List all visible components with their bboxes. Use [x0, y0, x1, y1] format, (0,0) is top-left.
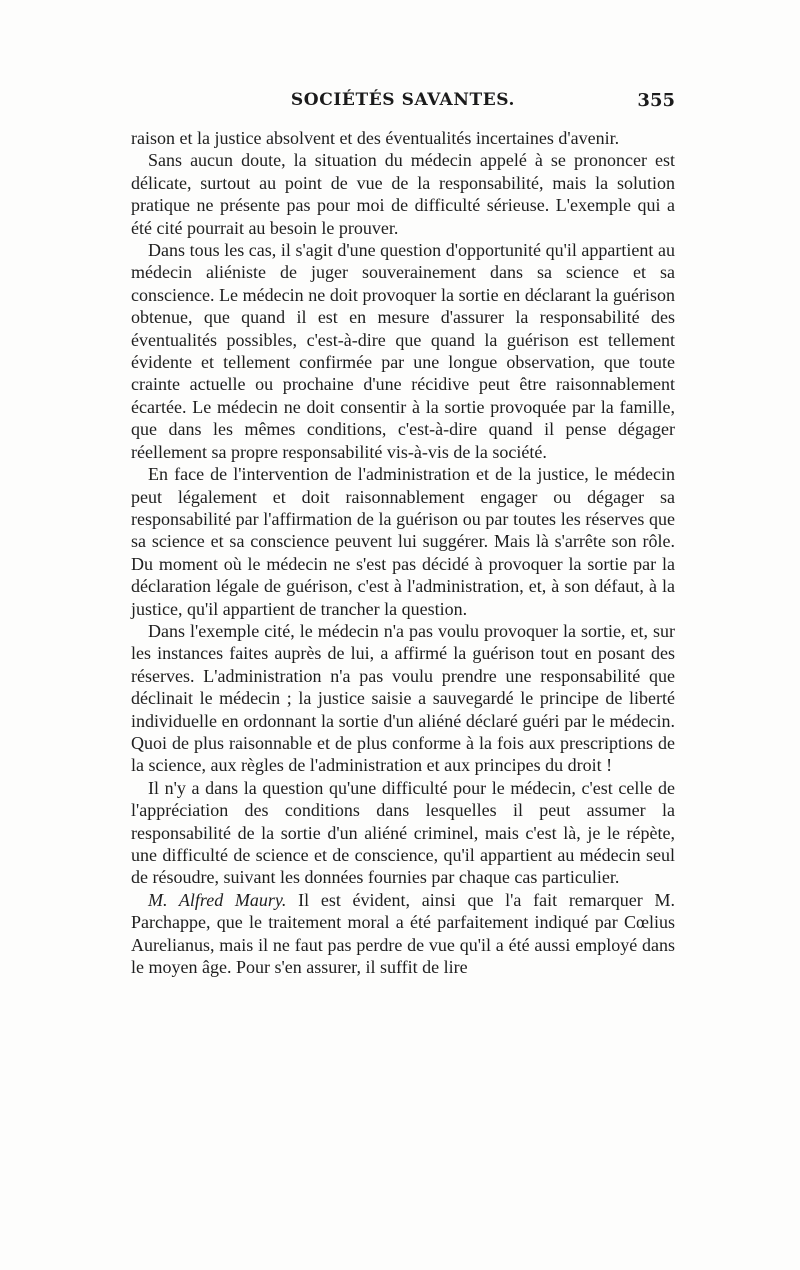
speaker-text: Il est évident, ainsi que l'a fait remarquer M. Parchappe, que le traitement moral a été parfaitement indiqué par Cœlius Aurelianus, mais il ne faut pas perdre de vue qu'il a été aussi employé dans le moyen âge. Pour s'en assurer, il suffit de lire [131, 889, 675, 978]
paragraph: raison et la justice absolvent et des éventualités incertaines d'avenir. [131, 128, 620, 148]
paragraph: Dans tous les cas, il s'agit d'une question d'opportunité qu'il appartient au médecin aliéniste de juger souverainement dans sa science et sa conscience. Le médecin ne doit provoquer la sortie en déclarant la guérison obtenue, que quand il est en mesure d'assurer la responsabilité des éventualités possibles, c'est-à-dire que quand la guérison est tellement évidente et tellement confirmée par une longue observation, que toute crainte actuelle ou prochaine d'une récidive peut être raisonnablement écartée. Le médecin ne doit consentir à la sortie provoquée par la famille, que dans les mêmes conditions, c'est-à-dire quand il pense dégager réellement sa propre responsabilité vis-à-vis de la société. [131, 240, 675, 462]
paragraph: Dans l'exemple cité, le médecin n'a pas voulu provoquer la sortie, et, sur les instances faites auprès de lui, a affirmé la guérison tout en posant des réserves. L'administration n'a pas voulu prendre une responsabilité que déclinait le médecin ; la justice saisie a sauvegardé le principe de liberté individuelle en ordonnant la sortie d'un aliéné déclaré guéri par le médecin. Quoi de plus raisonnable et de plus conforme à la fois aux prescriptions de la science, aux règles de l'administration et aux principes du droit ! [131, 620, 675, 776]
page-number: 355 [637, 90, 675, 111]
speaker-name: M. Alfred Maury. [148, 889, 287, 910]
paragraph: En face de l'intervention de l'administration et de la justice, le médecin peut légalement et doit raisonnablement engager ou dégager sa responsabilité par l'affirmation de la guérison ou par toutes les réserves que sa science et sa conscience peuvent lui suggérer. Mais là s'arrête son rôle. Du moment où le médecin ne s'est pas décidé à provoquer la sortie par la déclaration légale de guérison, c'est à l'administration, et, à son défaut, à la justice, qu'il appartient de trancher la question. [131, 464, 675, 619]
body-text [131, 127, 675, 978]
running-head: SOCIÉTÉS SAVANTES. [290, 90, 516, 110]
paragraph: Il n'y a dans la question qu'une difficulté pour le médecin, c'est celle de l'appréciation des conditions dans lesquelles il peut assumer la responsabilité de la sortie d'un aliéné criminel, mais c'est là, je le répète, une difficulté de science et de conscience, qu'il appartient au médecin seul de résoudre, suivant les données fournies par chaque cas particulier. [131, 777, 675, 888]
paragraph: Sans aucun doute, la situation du médecin appelé à se prononcer est délicate, surtout au point de vue de la responsabilité, mais la solution pratique ne présente pas pour moi de difficulté sérieuse. L'exemple qui a été cité pourrait au besoin le prouver. [131, 150, 675, 238]
page-header [131, 90, 675, 116]
paragraph-speaker [131, 889, 675, 979]
